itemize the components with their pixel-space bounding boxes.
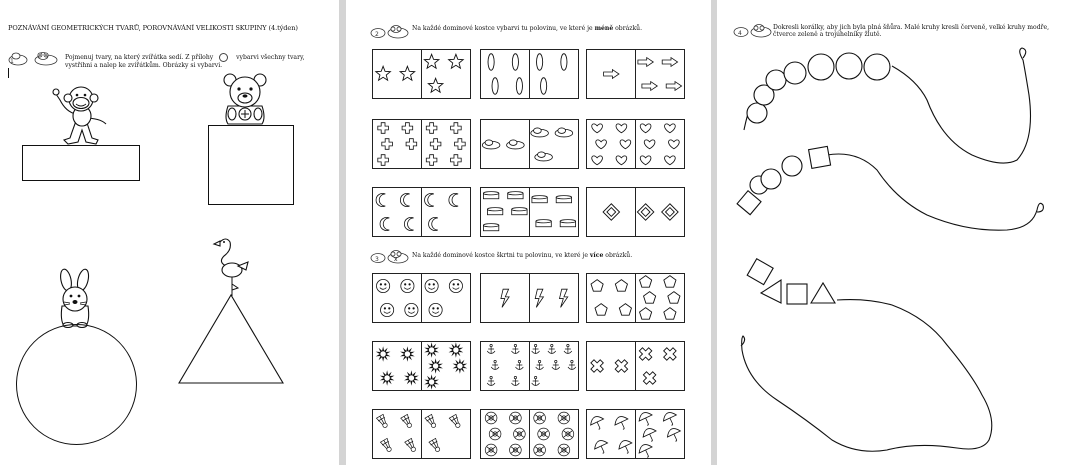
task-3-clouds-icon xyxy=(370,249,410,265)
bear-icon xyxy=(218,72,274,126)
task-2-instruction: Na každé dominové kostce vybarvi tu polovinu, ve které je méně obrázků. xyxy=(412,25,643,32)
worksheet-title: POZNÁVÁNÍ GEOMETRICKÝCH TVARŮ, POROVNÁVÁNÍ VELIKOSTI SKUPINY (4.týden) xyxy=(8,24,298,32)
less-domino-star[interactable] xyxy=(372,49,471,99)
beads-3 xyxy=(747,259,835,304)
task-2-clouds-icon xyxy=(370,24,410,40)
arrow-icon xyxy=(587,50,684,98)
bead-string-3 xyxy=(741,300,992,452)
sun-icon xyxy=(373,342,470,390)
worksheet-page-1 xyxy=(0,0,339,465)
beads-1 xyxy=(747,53,890,123)
svg-text:3: 3 xyxy=(375,256,379,263)
drum-icon xyxy=(481,188,578,236)
task-clouds-icon xyxy=(6,50,60,68)
diamond-icon xyxy=(587,188,684,236)
task-3-instruction: Na každé dominové kostce škrtni tu polovinu, ve které je více obrázků. xyxy=(412,252,633,259)
beads-2 xyxy=(737,146,830,214)
task-1-instruction: Pojmenuj tvary, na který zvířátka sedí. Z přílohy vybarvi všechny tvary, vystřihni a nalep ke zvířátkům. Obrázky si vybarvi. xyxy=(65,54,305,69)
attachment-icon xyxy=(219,53,228,62)
less-domino-cloud[interactable] xyxy=(480,119,579,169)
task-4-instruction: Dokresli korálky, aby jich byla plná šňůra. Malé kruhy kresli červeně, velké kruhy modře, čtverce zeleně a trojúhelníky žlutě. xyxy=(773,24,1050,39)
smiley-icon xyxy=(373,274,470,322)
svg-text:4: 4 xyxy=(738,30,742,37)
more-domino-umbrella[interactable] xyxy=(586,409,685,459)
rabbit-icon xyxy=(50,268,100,328)
more-domino-sun[interactable] xyxy=(372,341,471,391)
more-domino-pentagon[interactable] xyxy=(586,273,685,323)
svg-text:1: 1 xyxy=(10,58,14,65)
rectangle-shape xyxy=(22,145,140,181)
cross-icon xyxy=(373,120,470,168)
lightning-icon xyxy=(481,274,578,322)
svg-text:x: x xyxy=(394,256,398,263)
less-domino-arrow[interactable] xyxy=(586,49,685,99)
triangle-shape xyxy=(177,294,285,385)
more-domino-donut[interactable] xyxy=(480,409,579,459)
bead-strings xyxy=(717,0,1065,465)
moon-icon xyxy=(373,188,470,236)
heart-icon xyxy=(587,120,684,168)
less-domino-heart[interactable] xyxy=(586,119,685,169)
more-domino-anchor[interactable] xyxy=(480,341,579,391)
more-domino-x-mark[interactable] xyxy=(586,341,685,391)
less-domino-diamond[interactable] xyxy=(586,187,685,237)
star-icon xyxy=(373,50,470,98)
less-domino-drum[interactable] xyxy=(480,187,579,237)
anchor-icon xyxy=(481,342,578,390)
cloud-icon xyxy=(481,120,578,168)
circle-shape xyxy=(16,324,137,445)
shuttlecock-icon xyxy=(373,410,470,458)
more-domino-shuttlecock[interactable] xyxy=(372,409,471,459)
pentagon-icon xyxy=(587,274,684,322)
bead-string-2 xyxy=(827,154,1043,230)
square-shape xyxy=(208,125,294,205)
svg-text:2: 2 xyxy=(375,31,379,38)
oval-icon xyxy=(481,50,578,98)
monkey-icon xyxy=(48,82,116,146)
worksheet-page-3 xyxy=(717,0,1065,465)
flamingo-icon xyxy=(210,236,254,298)
x-mark-icon xyxy=(587,342,684,390)
more-domino-smiley[interactable] xyxy=(372,273,471,323)
more-domino-lightning[interactable] xyxy=(480,273,579,323)
less-domino-moon[interactable] xyxy=(372,187,471,237)
umbrella-icon xyxy=(587,410,684,458)
text-cursor xyxy=(8,68,9,78)
donut-icon xyxy=(481,410,578,458)
less-domino-oval[interactable] xyxy=(480,49,579,99)
less-domino-cross[interactable] xyxy=(372,119,471,169)
worksheet-page-2 xyxy=(346,0,711,465)
